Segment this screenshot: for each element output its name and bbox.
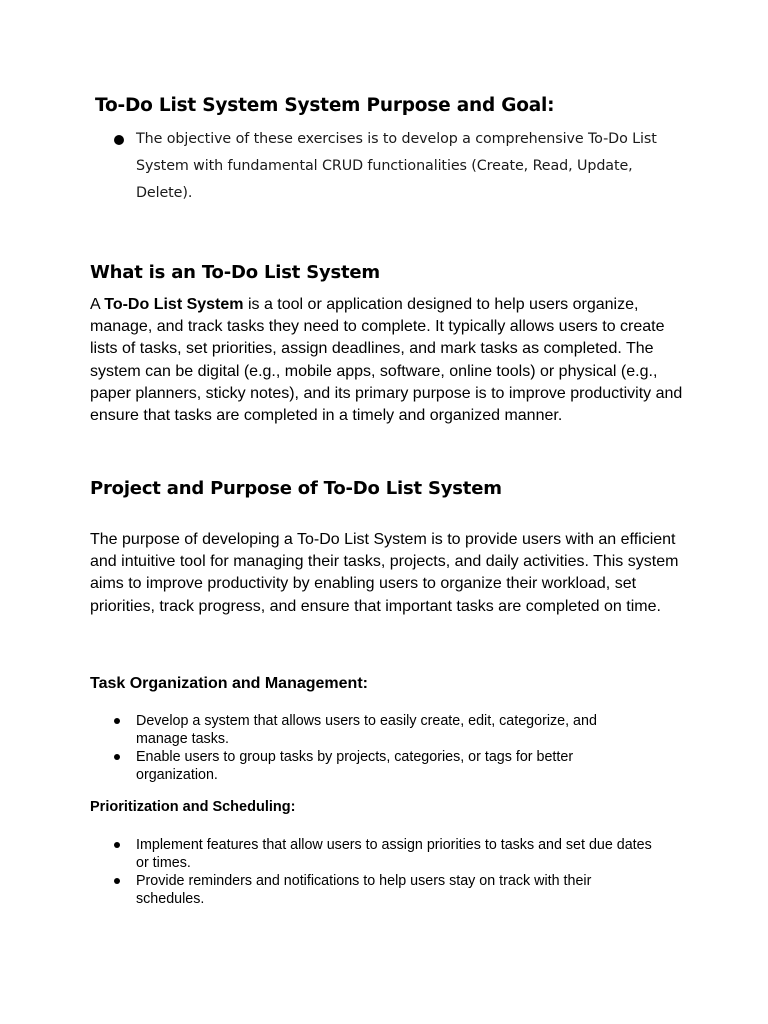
what-is-prefix: A: [90, 296, 105, 313]
subheading-task-organization: Task Organization and Management:: [90, 675, 368, 692]
bullet-icon: [114, 842, 120, 848]
section-heading-project: Project and Purpose of To-Do List System: [90, 478, 502, 499]
bullet-icon: [114, 878, 120, 884]
list-item: [112, 836, 652, 872]
bullet-icon: [114, 135, 124, 145]
what-is-rest: is a tool or application designed to help users organize, manage, and track tasks they need to complete. It typically allows users to create lists of tasks, set priorities, assign deadlines, and mark tasks as completed. The system can be digital (e.g., mobile apps, software, online tools) or physical (e.g., paper planners, sticky notes), and its primary purpose is to improve productivity and ensure that tasks are completed in a timely and organized manner.: [90, 296, 683, 425]
list-item: [112, 712, 652, 748]
project-paragraph: The purpose of developing a To-Do List System is to provide users with an efficient and intuitive tool for managing their tasks, projects, and daily activities. This system aims to improve productivity by enabling users to organize their workload, set priorities, track progress, and ensure that important tasks are completed on time.: [90, 531, 679, 615]
list-item: [112, 872, 652, 908]
document-title: To-Do List System System Purpose and Goal:: [95, 95, 555, 116]
bullet-icon: [114, 754, 120, 760]
prioritization-list: [112, 836, 652, 908]
task-bullet-text: Develop a system that allows users to easily create, edit, categorize, and manage tasks.: [136, 713, 597, 747]
prioritization-bullet-text: Provide reminders and notifications to help users stay on track with their schedules.: [136, 873, 592, 907]
what-is-bold-term: To-Do List System: [104, 296, 244, 313]
list-item: [112, 748, 652, 784]
task-organization-list: [112, 712, 652, 784]
what-is-paragraph: [90, 294, 690, 427]
intro-bullet-text: The objective of these exercises is to develop a comprehensive To-Do List System with fundamental CRUD functionalities (Create, Read, Update, Delete).: [136, 131, 657, 201]
list-item: [112, 126, 692, 207]
task-bullet-text: Enable users to group tasks by projects, categories, or tags for better organization.: [136, 749, 574, 783]
bullet-icon: [114, 718, 120, 724]
section-heading-what-is: What is an To-Do List System: [90, 262, 380, 283]
prioritization-bullet-text: Implement features that allow users to assign priorities to tasks and set due dates or times.: [136, 837, 652, 871]
intro-bullet-list: [112, 126, 692, 207]
subheading-prioritization: Prioritization and Scheduling:: [90, 799, 296, 815]
